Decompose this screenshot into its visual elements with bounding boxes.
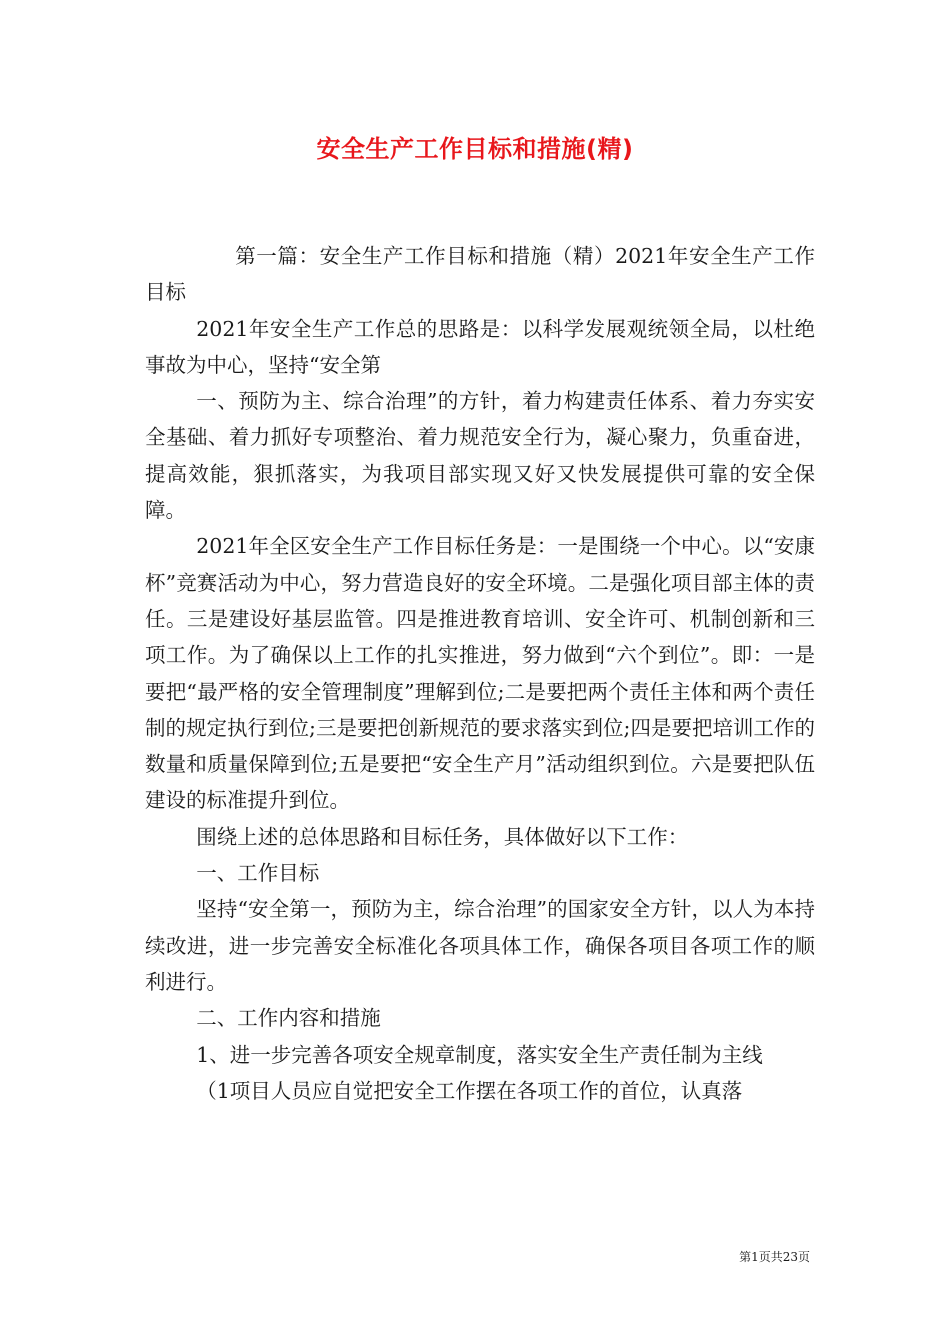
section-heading-work-goals: 一、工作目标: [196, 861, 320, 886]
paragraph-item-1-sub-1: （1项目人员应自觉把安全工作摆在各项工作的首位，认真落: [196, 1078, 743, 1103]
paragraph-guideline: 一、预防为主、综合治理”的方针，着力构建责任体系、着力夯实安全基础、着力抓好专项整治、着力规范安全行为，凝心聚力，负重奋进，提高效能，狠抓落实，为我项目部实现又好又快发展提供可靠的安全保障。: [145, 389, 815, 523]
section-heading-content-measures: 二、工作内容和措施: [196, 1006, 381, 1031]
paragraph-heading-first-article: 第一篇：安全生产工作目标和措施（精）2021年安全生产工作目标: [145, 244, 815, 305]
paragraph-safety-policy: 坚持“安全第一，预防为主，综合治理”的国家安全方针，以人为本持续改进，进一步完善安全标准化各项具体工作，确保各项目各项工作的顺利进行。: [145, 897, 815, 994]
page-number: 第1页共23页: [739, 1250, 810, 1264]
document-title: 安全生产工作目标和措施(精): [316, 135, 634, 163]
paragraph-annual-targets: 2021年全区安全生产工作目标任务是：一是围绕一个中心。以“安康杯”竞赛活动为中心，努力营造良好的安全环境。二是强化项目部主体的责任。三是建设好基层监管。四是推进教育培训、安全许可、机制创新和三项工作。为了确保以上工作的扎实推进，努力做到“六个到位”。即：一是要把“最严格的安全管理制度”理解到位;二是要把两个责任主体和两个责任制的规定执行到位;三是要把创新规范的要求落实到位;四是要把培训工作的数量和质量保障到位;五是要把“安全生产月”活动组织到位。六是要把队伍建设的标准提升到位。: [145, 534, 815, 813]
paragraph-overall-approach: 2021年安全生产工作总的思路是：以科学发展观统领全局，以杜绝事故为中心，坚持“安全第: [145, 316, 815, 377]
paragraph-item-1: 1、进一步完善各项安全规章制度，落实安全生产责任制为主线: [196, 1042, 763, 1067]
document-body: [145, 238, 815, 1109]
paragraph-work-intro: 围绕上述的总体思路和目标任务，具体做好以下工作：: [196, 824, 689, 849]
